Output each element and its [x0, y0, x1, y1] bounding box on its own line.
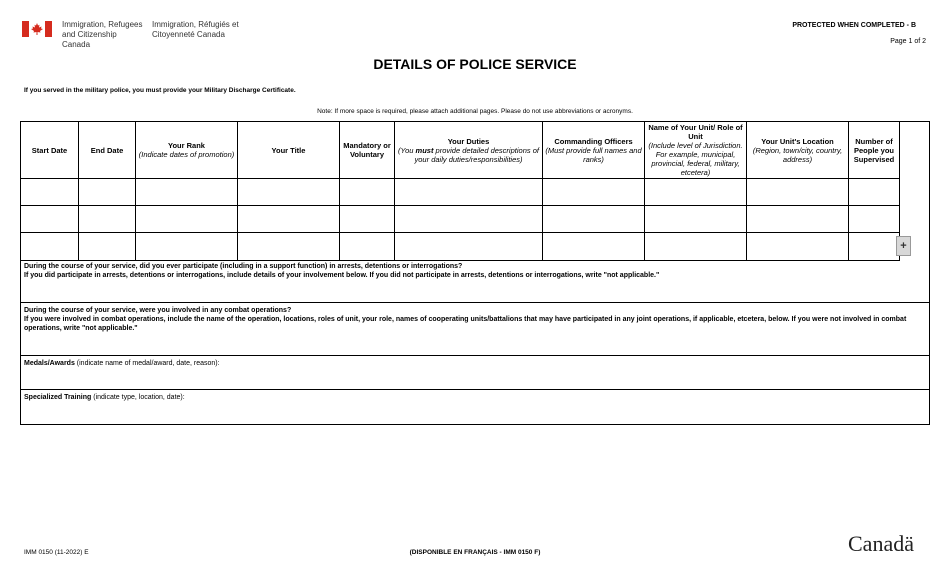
unit-location-field[interactable]: [747, 233, 849, 261]
military-police-note: If you served in the military police, you must provide your Military Discharge Certificate.: [24, 87, 296, 94]
training-hint: (indicate type, location, date):: [91, 394, 185, 401]
add-row-button[interactable]: +: [896, 236, 911, 256]
arrests-question: During the course of your service, did you ever participate (including in a support function) in arrests, detentions or interrogations?: [24, 263, 463, 270]
unit-role-field[interactable]: [645, 233, 747, 261]
training-label: Specialized Training: [24, 394, 92, 401]
column-header-unit-location: Your Unit's Location (Region, town/city, country, address): [747, 122, 849, 179]
end-date-field[interactable]: [79, 206, 136, 233]
unit-role-field[interactable]: [645, 206, 747, 233]
column-header-mandatory-voluntary: Mandatory or Voluntary: [340, 122, 395, 179]
people-supervised-field[interactable]: [849, 233, 900, 261]
combat-section[interactable]: [20, 303, 930, 356]
start-date-field[interactable]: [21, 179, 79, 206]
people-supervised-field[interactable]: [849, 206, 900, 233]
duties-field[interactable]: [395, 179, 543, 206]
space-note: Note: If more space is required, please attach additional pages. Please do not use abbreviations or acronyms.: [317, 108, 633, 115]
rank-field[interactable]: [136, 179, 238, 206]
unit-role-field[interactable]: [645, 179, 747, 206]
medals-label: Medals/Awards: [24, 360, 75, 367]
table-header-row: [21, 122, 900, 179]
police-service-table: [20, 121, 900, 261]
mandatory-voluntary-field[interactable]: [340, 179, 395, 206]
maple-leaf-icon: [31, 23, 43, 35]
canada-flag-icon: [22, 21, 52, 37]
column-header-start-date: Start Date: [21, 122, 79, 179]
page-title: DETAILS OF POLICE SERVICE: [373, 56, 577, 72]
mandatory-voluntary-field[interactable]: [340, 206, 395, 233]
column-header-rank: Your Rank (Indicate dates of promotion): [136, 122, 238, 179]
column-header-unit-role: Name of Your Unit/ Role of Unit (Include level of Jurisdiction. For example, municipal, provincial, federal, military, etcetera): [645, 122, 747, 179]
french-availability-note: (DISPONIBLE EN FRANÇAIS - IMM 0150 F): [409, 549, 541, 556]
arrests-instructions: If you did participate in arrests, detentions or interrogations, include details of your involvement below. If you did not participate in arrests, detentions or interrogations, write "not applicable.": [24, 272, 660, 279]
arrests-section[interactable]: [20, 259, 930, 303]
canada-wordmark: Canadä: [848, 531, 914, 556]
people-supervised-field[interactable]: [849, 179, 900, 206]
duties-field[interactable]: [395, 206, 543, 233]
title-field[interactable]: [238, 179, 340, 206]
medals-section[interactable]: [20, 356, 930, 390]
table-row: [21, 206, 900, 233]
commanding-officers-field[interactable]: [543, 206, 645, 233]
medals-hint: (indicate name of medal/award, date, reason):: [74, 360, 220, 367]
department-name-english: Immigration, Refugees and Citizenship Canada: [62, 20, 143, 49]
column-header-end-date: End Date: [79, 122, 136, 179]
end-date-field[interactable]: [79, 233, 136, 261]
end-date-field[interactable]: [79, 179, 136, 206]
column-header-people-supervised: Number of People you Supervised: [849, 122, 900, 179]
combat-instructions: If you were involved in combat operations, include the name of the operation, locations, roles of unit, your role, names of cooperating units/battalions that may have participated in any joint operations, if applicable, etcetera, below. If you were not involved in combat operations, write "not applicable.": [24, 316, 907, 332]
table-row: [21, 233, 900, 261]
rank-field[interactable]: [136, 206, 238, 233]
title-field[interactable]: [238, 233, 340, 261]
mandatory-voluntary-field[interactable]: [340, 233, 395, 261]
commanding-officers-field[interactable]: [543, 233, 645, 261]
protected-label: PROTECTED WHEN COMPLETED - B: [792, 22, 916, 29]
start-date-field[interactable]: [21, 206, 79, 233]
column-header-title: Your Title: [238, 122, 340, 179]
unit-location-field[interactable]: [747, 179, 849, 206]
duties-field[interactable]: [395, 233, 543, 261]
department-name-french: Immigration, Réfugiés et Citoyenneté Canada: [152, 20, 239, 39]
table-row: [21, 179, 900, 206]
rank-field[interactable]: [136, 233, 238, 261]
commanding-officers-field[interactable]: [543, 179, 645, 206]
unit-location-field[interactable]: [747, 206, 849, 233]
training-section[interactable]: [20, 390, 930, 425]
title-field[interactable]: [238, 206, 340, 233]
form-code: IMM 0150 (11-2022) E: [24, 549, 89, 556]
government-signature: [22, 20, 242, 50]
column-header-duties: Your Duties (You must provide detailed descriptions of your daily duties/responsibilities): [395, 122, 543, 179]
start-date-field[interactable]: [21, 233, 79, 261]
page-number: Page 1 of 2: [890, 38, 926, 45]
combat-question: During the course of your service, were you involved in any combat operations?: [24, 307, 292, 314]
column-header-commanding-officers: Commanding Officers (Must provide full names and ranks): [543, 122, 645, 179]
